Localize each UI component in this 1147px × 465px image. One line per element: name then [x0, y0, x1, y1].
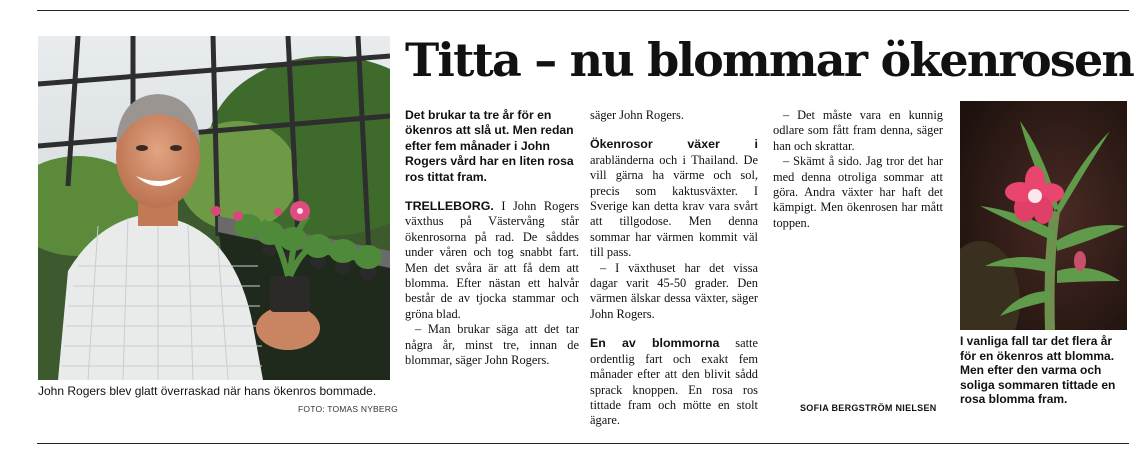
body-paragraph-1: TRELLEBORG. I John Rogers växthus på Västervång står ökenrosorna på rad. De såddes under våren och tog snabbt fart. Men det svåra är att få dem att blomma. Efter nästan ett halvår består de av tjocka stammar och gröna blad. [405, 199, 579, 321]
dateline: TRELLEBORG. [405, 199, 494, 214]
article-column-2 [590, 108, 758, 429]
body-paragraph-5: En av blommorna satte ordentlig fart och exakt fem månader efter att den blivit sådd sprack knoppen. En rosa ros tittade fram och mötte en stolt ägare. [590, 336, 758, 428]
subhead-1: Ökenrosor växer i [590, 137, 758, 152]
body-paragraph-6: – Det måste vara en kunnig odlare som fått fram denna, säger han och skrattar. [773, 108, 943, 153]
body-paragraph-2-cont: säger John Rogers. [590, 108, 684, 122]
top-rule [37, 10, 1129, 11]
article-column-1 [405, 108, 579, 369]
subhead-2: En av blommorna [590, 336, 720, 351]
headline: Titta – nu blommar ökenrosen [405, 33, 1134, 87]
body-paragraph-4: – I växthuset har det vissa dagar varit 45-50 grader. Den värmen älskar dessa växter, säger John Rogers. [590, 260, 758, 321]
byline: SOFIA BERGSTRÖM NIELSEN [800, 403, 937, 413]
body-paragraph-2: – Man brukar säga att det tar några år, minst tre, innan de blommar, säger John Rogers. [405, 322, 579, 368]
body-paragraph-3: Ökenrosor växer i arabländerna och i Thailand. De vill gärna ha värme och sol, precis som kaktusväxter. I Sverige kan detta krav vara svårt att tillgodose. Men denna sommar har värmen kommit väl till pass. [590, 137, 758, 260]
bottom-rule [37, 443, 1129, 444]
main-photo [38, 36, 390, 380]
lead-paragraph: Det brukar ta tre år för en ökenros att slå ut. Men redan efter fem månader i John Rogers vård har en liten rosa ros tittat fram. [405, 108, 574, 184]
flower-photo-caption: I vanliga fall tar det flera år för en ökenros att blomma. Men efter den varma och soliga sommaren tittade en rosa blomma fram. [960, 334, 1116, 407]
photo-credit: FOTO: TOMAS NYBERG [298, 404, 398, 414]
article-column-3 [773, 108, 943, 231]
body-paragraph-7: – Skämt å sido. Jag tror det har med denna otroliga sommar att göra. Andra växter har haft det kämpigt. Men ökenrosen har mått toppen. [773, 154, 943, 230]
flower-photo [960, 101, 1127, 330]
main-photo-caption: John Rogers blev glatt överraskad när hans ökenros bommade. [38, 384, 377, 398]
